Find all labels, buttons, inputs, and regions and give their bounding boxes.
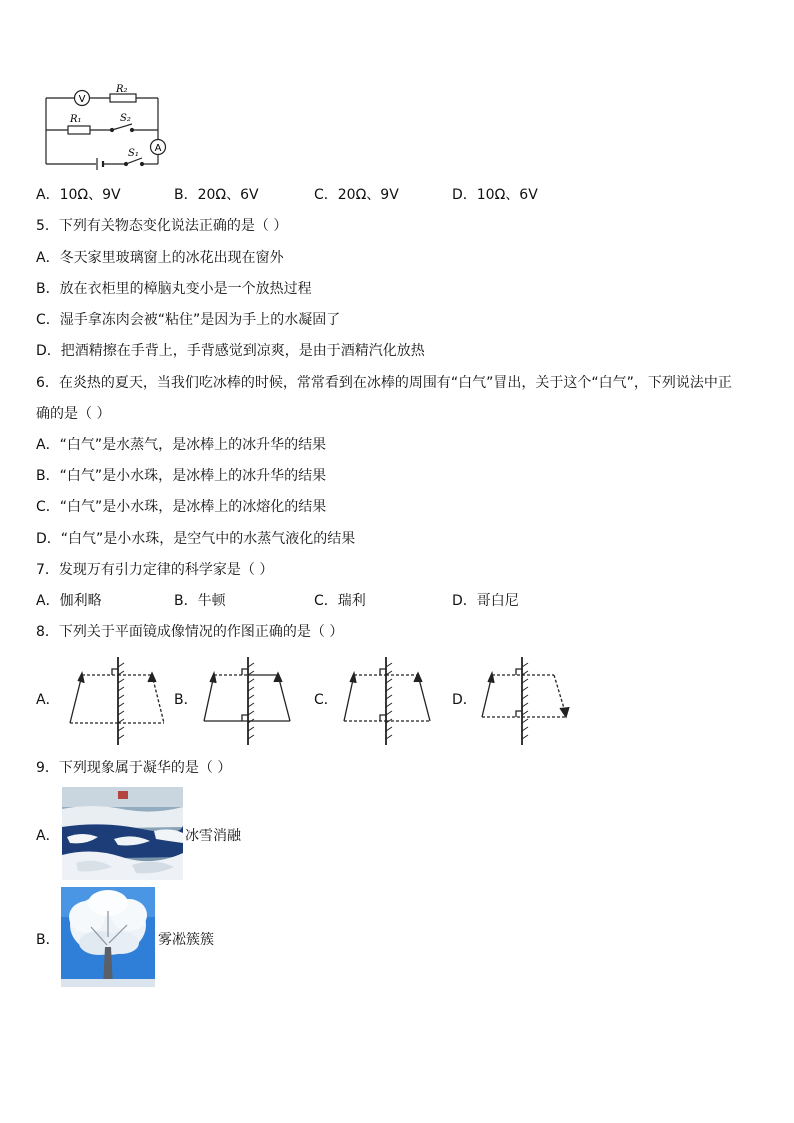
q5-option-d[interactable]: D．把酒精擦在手背上，手背感觉到凉爽，是由于酒精汽化放热	[36, 343, 425, 359]
s2-label: S₂	[120, 113, 131, 124]
q5-option-c[interactable]: C．湿手拿冻肉会被“粘住”是因为手上的水凝固了	[36, 312, 341, 328]
battery-icon	[97, 158, 103, 170]
rime-tree-photo[interactable]	[61, 887, 155, 987]
q7-option-c[interactable]: C．瑞利	[314, 593, 366, 609]
s1-label: S₁	[128, 148, 139, 159]
q4-option-d[interactable]: D．10Ω、6V	[452, 187, 538, 203]
r1-label: R₁	[70, 114, 82, 125]
q6-option-b[interactable]: B．“白气”是小水珠，是冰棒上的冰升华的结果	[36, 468, 327, 484]
switch-s1	[125, 158, 144, 166]
q7-option-b[interactable]: B．牛顿	[174, 593, 226, 609]
q7-stem: 7．发现万有引力定律的科学家是（ ）	[36, 562, 274, 578]
resistor-r1	[68, 126, 90, 134]
q4-option-b[interactable]: B．20Ω、6V	[174, 187, 259, 203]
circuit-diagram	[40, 84, 170, 170]
q9-option-a-text: 冰雪消融	[185, 828, 241, 844]
r2-label: R₂	[116, 84, 128, 95]
q8-diagram-a[interactable]	[60, 655, 178, 747]
melting-snow-photo[interactable]	[62, 787, 183, 880]
ammeter-label: A	[154, 143, 162, 154]
q8-option-a-label[interactable]: A．	[36, 692, 60, 708]
q7-option-d[interactable]: D．哥白尼	[452, 593, 519, 609]
q8-diagram-d[interactable]	[476, 655, 576, 747]
q4-option-c[interactable]: C．20Ω、9V	[314, 187, 399, 203]
q6-stem-line1: 6．在炎热的夏天，当我们吃冰棒的时候，常常看到在冰棒的周围有“白气”冒出，关于这个“白气”，下列说法中正	[36, 375, 732, 391]
resistor-r2	[110, 94, 136, 102]
q7-option-a[interactable]: A．伽利略	[36, 593, 102, 609]
q4-option-a[interactable]: A．10Ω、9V	[36, 187, 121, 203]
q5-option-b[interactable]: B．放在衣柜里的樟脑丸变小是一个放热过程	[36, 281, 312, 297]
q6-stem-line2: 确的是（ ）	[36, 406, 111, 422]
q9-option-b-text: 雾凇簇簇	[158, 932, 214, 948]
q8-option-b-label[interactable]: B．	[174, 692, 198, 708]
q8-diagram-c[interactable]	[338, 655, 438, 747]
q5-option-a[interactable]: A．冬天家里玻璃窗上的冰花出现在窗外	[36, 250, 284, 266]
q5-stem: 5．下列有关物态变化说法正确的是（ ）	[36, 218, 288, 234]
q6-option-d[interactable]: D．“白气”是小水珠，是空气中的水蒸气液化的结果	[36, 531, 356, 547]
q8-diagram-b[interactable]	[198, 655, 298, 747]
q9-option-a-label[interactable]: A．	[36, 828, 60, 844]
voltmeter-label: V	[78, 94, 86, 105]
q6-option-a[interactable]: A．“白气”是水蒸气，是冰棒上的冰升华的结果	[36, 437, 327, 453]
q9-stem: 9．下列现象属于凝华的是（ ）	[36, 760, 232, 776]
q8-option-c-label[interactable]: C．	[314, 692, 338, 708]
switch-s2	[111, 124, 134, 132]
q9-option-b-label[interactable]: B．	[36, 932, 60, 948]
q6-option-c[interactable]: C．“白气”是小水珠，是冰棒上的冰熔化的结果	[36, 499, 327, 515]
q8-option-d-label[interactable]: D．	[452, 692, 477, 708]
q8-stem: 8．下列关于平面镜成像情况的作图正确的是（ ）	[36, 624, 344, 640]
